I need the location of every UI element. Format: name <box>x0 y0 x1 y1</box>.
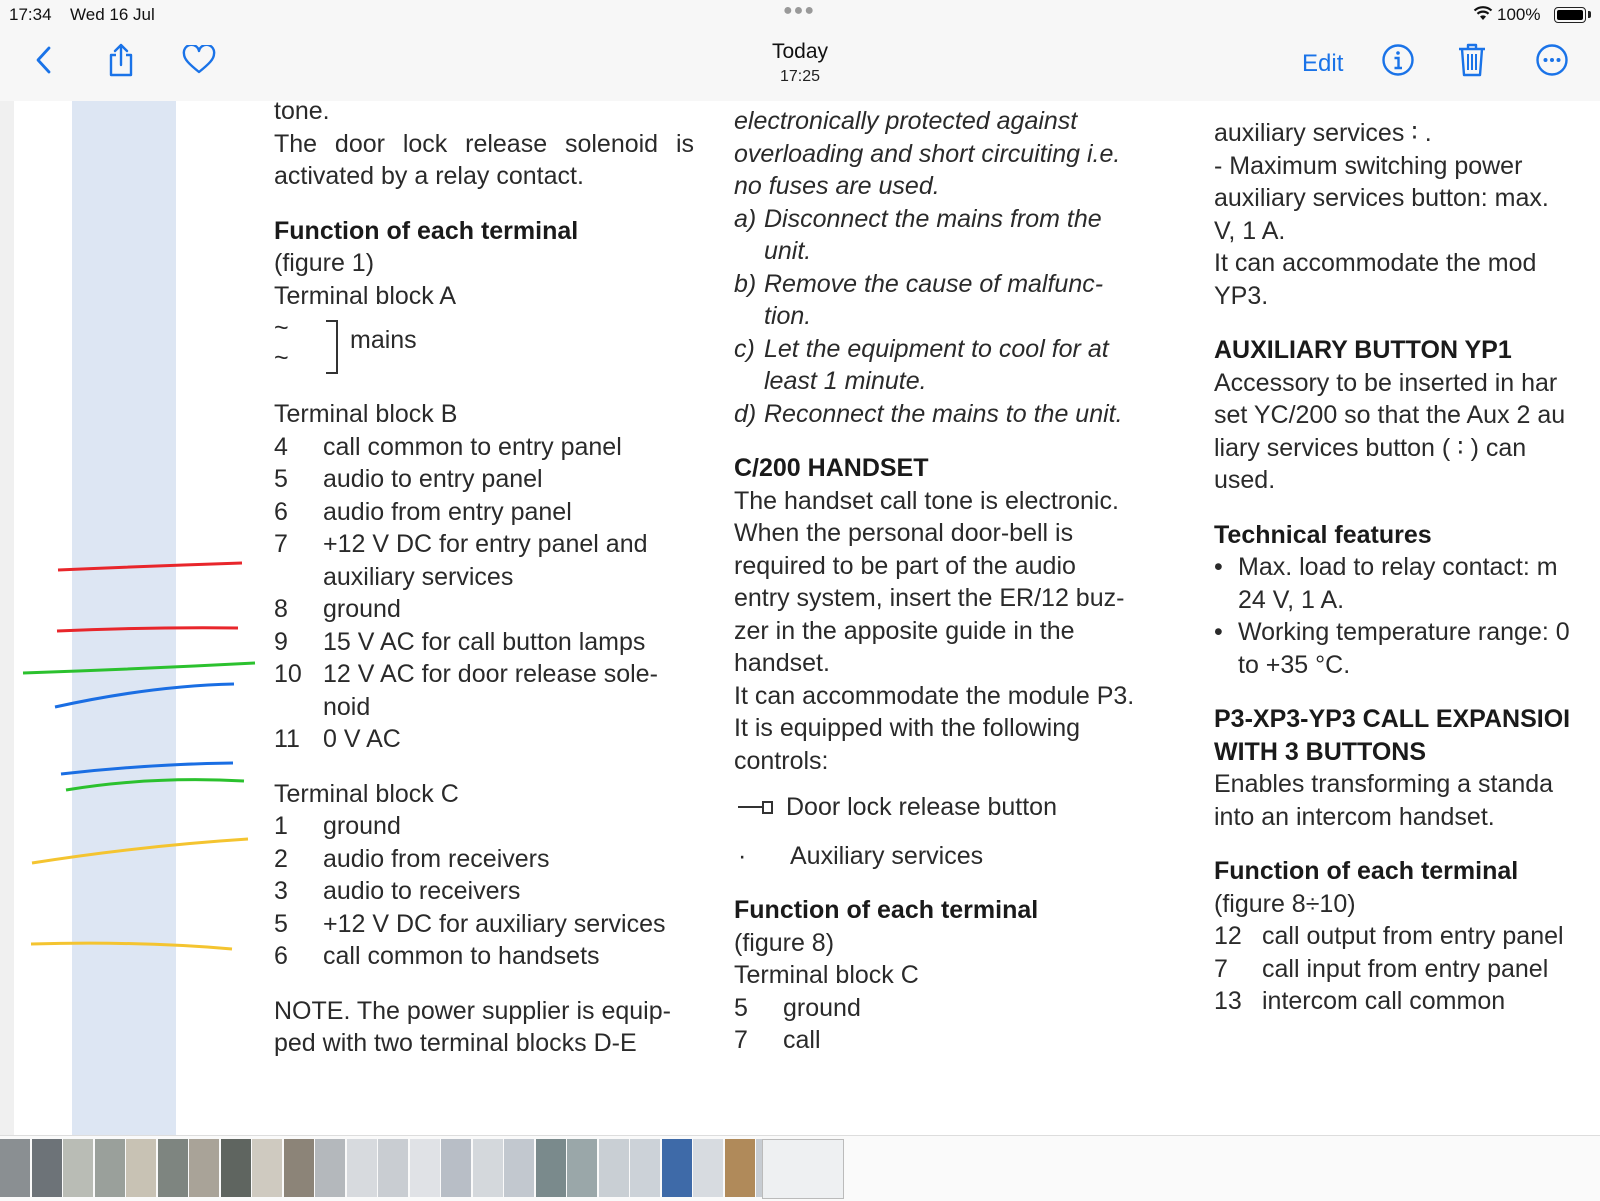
list-item <box>1214 616 1600 649</box>
mains-label: mains <box>350 326 417 354</box>
item-text: ground <box>783 993 861 1022</box>
item-number: 6 <box>274 942 288 970</box>
list-item <box>734 333 1159 366</box>
item-number: 5 <box>274 909 288 938</box>
section-heading: Function of each terminal <box>734 896 1039 924</box>
terminal-block: Terminal block C <box>734 961 919 989</box>
text-line: It can accommodate the mod <box>1214 249 1537 277</box>
list-item <box>734 398 1159 431</box>
back-button[interactable] <box>22 38 66 82</box>
photo-thumbnail[interactable] <box>63 1139 93 1197</box>
item-number: 7 <box>1214 954 1228 983</box>
item-text: 12 V AC for door release sole- <box>323 660 658 688</box>
section-heading: Function of each terminal <box>274 216 579 245</box>
section-heading: Technical features <box>1214 520 1432 549</box>
nav-subtitle: 17:25 <box>779 68 821 85</box>
text-line: no fuses are used. <box>734 172 940 200</box>
text-line: YP3. <box>1214 281 1269 310</box>
spacer <box>1214 497 1600 519</box>
step-text-cont: least 1 minute. <box>764 367 927 395</box>
section-heading: C/200 HANDSET <box>734 454 929 482</box>
info-icon <box>1381 43 1415 77</box>
section-heading: AUXILIARY BUTTON YP1 <box>1214 336 1512 364</box>
item-number: 8 <box>274 595 288 623</box>
item-number: 7 <box>734 1026 748 1054</box>
item-text: call <box>783 1026 821 1054</box>
photo-thumbnail[interactable] <box>378 1139 408 1197</box>
list-item <box>1214 551 1600 584</box>
list-item <box>274 723 694 756</box>
item-text: 15 V AC for call button lamps <box>323 627 646 656</box>
photo-toolbar <box>0 28 1600 102</box>
list-item <box>1214 953 1600 986</box>
item-text: audio to receivers <box>323 877 521 905</box>
photo-thumbnail[interactable] <box>221 1139 251 1197</box>
item-number: 9 <box>274 627 288 656</box>
text-line: V, 1 A. <box>1214 216 1286 245</box>
photo-thumbnail[interactable] <box>284 1139 314 1197</box>
list-item <box>274 626 694 659</box>
list-item <box>274 940 694 973</box>
photo-thumbnail[interactable] <box>0 1139 30 1197</box>
control-item <box>734 791 1159 824</box>
list-item <box>274 810 694 843</box>
photo-thumbnail[interactable] <box>95 1139 125 1197</box>
step-letter: c) <box>734 334 755 363</box>
item-text: noid <box>323 692 371 721</box>
bracket <box>326 320 338 374</box>
photo-thumbnail[interactable] <box>662 1139 692 1197</box>
text-line: Enables transforming a standa <box>1214 770 1554 798</box>
item-text-cont: to +35 °C. <box>1238 650 1351 679</box>
step-text-cont: tion. <box>764 302 812 330</box>
item-number: 5 <box>274 465 288 493</box>
item-number: 1 <box>274 812 288 840</box>
item-text: ground <box>323 595 401 623</box>
tilde-glyph: ~ <box>274 314 289 342</box>
control-item <box>734 840 1159 873</box>
text-line: Accessory to be inserted in har <box>1214 368 1558 397</box>
photo-thumbnail[interactable] <box>473 1139 503 1197</box>
step-text-cont: unit. <box>764 237 812 265</box>
status-date: Wed 16 Jul <box>70 5 155 24</box>
photo-thumbnail[interactable] <box>347 1139 377 1197</box>
text-line: entry system, insert the ER/12 buz- <box>734 584 1125 612</box>
item-number: 4 <box>274 432 288 461</box>
share-icon <box>105 42 137 78</box>
text-line: tone. <box>274 101 330 125</box>
figure-ref: (figure 1) <box>274 249 375 277</box>
text-column-1 <box>274 101 694 1060</box>
handdrawn-annotations <box>0 101 270 1135</box>
note-line: ped with two terminal blocks D-E <box>274 1029 637 1057</box>
list-item <box>1214 985 1600 1018</box>
photo-thumbnail[interactable] <box>504 1139 534 1197</box>
item-text: +12 V DC for entry panel and <box>323 530 648 558</box>
photo-thumbnail[interactable] <box>189 1139 219 1197</box>
more-button[interactable] <box>1530 38 1574 82</box>
list-item <box>1214 920 1600 953</box>
section-heading: P3-XP3-YP3 CALL EXPANSIOI <box>1214 705 1571 733</box>
list-item <box>274 875 694 908</box>
photo-thumbnail[interactable] <box>441 1139 471 1197</box>
item-number: 5 <box>734 993 748 1022</box>
tilde-glyph: ~ <box>274 344 289 372</box>
text-line: handset. <box>734 649 830 677</box>
spacer <box>274 376 694 398</box>
list-item <box>274 658 694 691</box>
photo-thumbnail[interactable] <box>725 1139 755 1197</box>
status-time: 17:34 <box>9 5 52 24</box>
text-line: electronically protected against <box>734 107 1078 135</box>
section-heading: WITH 3 BUTTONS <box>1214 737 1427 766</box>
list-item <box>274 691 694 724</box>
battery-tip <box>1588 11 1591 18</box>
list-item <box>274 561 694 594</box>
photo-thumbnail[interactable] <box>315 1139 345 1197</box>
list-item <box>734 203 1159 236</box>
text-line: controls: <box>734 746 829 775</box>
photo-thumbnail[interactable] <box>567 1139 597 1197</box>
status-bar <box>0 0 1600 28</box>
thumbnail-strip[interactable] <box>0 1135 1600 1201</box>
bullet-glyph: • <box>1214 618 1223 646</box>
text-line: set YC/200 so that the Aux 2 au <box>1214 401 1566 429</box>
terminal-block-c: Terminal block C <box>274 779 459 808</box>
control-label: Auxiliary services <box>790 841 984 870</box>
section-heading: Function of each terminal <box>1214 857 1519 885</box>
text-line: zer in the apposite guide in the <box>734 616 1075 645</box>
step-text: Remove the cause of malfunc- <box>764 269 1104 298</box>
list-item <box>274 593 694 626</box>
photo-thumbnail[interactable] <box>410 1139 440 1197</box>
photo-thumbnail[interactable] <box>158 1139 188 1197</box>
wifi-icon <box>1473 4 1493 22</box>
step-letter: a) <box>734 204 757 233</box>
list-item <box>274 463 694 496</box>
note-line: NOTE. The power supplier is equip- <box>274 996 671 1025</box>
spacer <box>1214 312 1600 334</box>
text-line: When the personal door-bell is <box>734 519 1074 547</box>
step-letter: d) <box>734 399 757 428</box>
mains-bracket <box>274 312 694 376</box>
photo-thumbnail[interactable] <box>252 1139 282 1197</box>
item-text: call common to handsets <box>323 942 600 970</box>
item-text: Working temperature range: 0 <box>1238 618 1570 646</box>
item-text: audio to entry panel <box>323 465 543 493</box>
item-number: 2 <box>274 844 288 873</box>
item-text: audio from receivers <box>323 844 550 873</box>
item-number: 12 <box>1214 922 1242 950</box>
item-text: ground <box>323 812 401 840</box>
text-line: into an intercom handset. <box>1214 802 1495 831</box>
photo-thumbnail[interactable] <box>693 1139 723 1197</box>
multitasking-dots-icon[interactable]: ●●● <box>783 2 815 19</box>
item-number: 6 <box>274 497 288 526</box>
info-button[interactable] <box>1376 38 1420 82</box>
item-text: Max. load to relay contact: m <box>1238 553 1558 581</box>
spacer <box>274 756 694 778</box>
step-text: Let the equipment to cool for at <box>764 334 1109 363</box>
list-item <box>734 268 1159 301</box>
favorite-button[interactable] <box>177 38 221 82</box>
text-line: overloading and short circuiting i.e. <box>734 139 1121 168</box>
item-number: 13 <box>1214 987 1242 1015</box>
photo-thumbnail[interactable] <box>599 1139 629 1197</box>
text-line: It can accommodate the module P3. <box>734 681 1135 710</box>
list-item <box>274 528 694 561</box>
terminal-block-a: Terminal block A <box>274 281 457 310</box>
control-label: Door lock release button <box>786 793 1057 821</box>
text-line: It is equipped with the following <box>734 714 1081 742</box>
item-text: call input from entry panel <box>1262 954 1549 983</box>
item-text: call output from entry panel <box>1262 922 1564 950</box>
item-number: 7 <box>274 530 288 558</box>
text-line: used. <box>1214 466 1276 494</box>
item-number: 10 <box>274 660 302 688</box>
item-number: 11 <box>274 725 300 753</box>
spacer <box>734 777 1159 791</box>
step-text: Disconnect the mains from the <box>764 204 1102 233</box>
text-column-3 <box>1214 117 1600 1018</box>
battery-icon <box>1554 7 1586 23</box>
photo-thumbnail[interactable] <box>536 1139 566 1197</box>
spacer <box>1214 681 1600 703</box>
text-line: The door lock release solenoid is <box>274 129 694 158</box>
spacer <box>734 872 1159 894</box>
item-text-cont: 24 V, 1 A. <box>1238 585 1345 614</box>
door-lock-key-icon <box>734 791 786 824</box>
text-line: auxiliary services ∶ . <box>1214 119 1432 147</box>
share-button[interactable] <box>99 38 143 82</box>
item-text: call common to entry panel <box>323 432 622 461</box>
step-letter: b) <box>734 269 757 298</box>
trash-icon <box>1457 42 1487 78</box>
nav-title: Today <box>771 40 829 63</box>
photo-thumbnail[interactable] <box>126 1139 156 1197</box>
edit-button[interactable]: Edit <box>1302 50 1344 77</box>
list-item <box>274 431 694 464</box>
more-icon <box>1535 43 1569 77</box>
list-item <box>274 908 694 941</box>
battery-percent: 100% <box>1497 5 1541 24</box>
list-item <box>734 1024 1159 1057</box>
step-text: Reconnect the mains to the unit. <box>764 399 1123 428</box>
figure-ref: (figure 8) <box>734 928 835 957</box>
heart-icon <box>182 45 216 75</box>
item-text: 0 V AC <box>323 725 401 753</box>
list-item <box>734 992 1159 1025</box>
text-line: liary services button ( ∶ ) can <box>1214 433 1527 462</box>
item-number: 3 <box>274 877 288 905</box>
item-text: +12 V DC for auxiliary services <box>323 909 666 938</box>
figure-ref: (figure 8÷10) <box>1214 889 1356 918</box>
photo-thumbnail[interactable] <box>630 1139 660 1197</box>
spacer <box>734 824 1159 840</box>
text-line: - Maximum switching power <box>1214 151 1523 180</box>
text-line: The handset call tone is electronic. <box>734 486 1119 515</box>
spacer <box>734 430 1159 452</box>
current-photo-thumbnail[interactable] <box>762 1139 844 1199</box>
spacer <box>1214 833 1600 855</box>
item-number <box>274 691 323 724</box>
text-line: auxiliary services button: max. <box>1214 184 1549 212</box>
spacer <box>274 973 694 995</box>
text-line: activated by a relay contact. <box>274 162 584 190</box>
aux-dot-icon: · <box>738 841 747 870</box>
photo-view[interactable] <box>0 101 1600 1135</box>
text-column-2 <box>734 105 1159 1057</box>
item-text: auxiliary services <box>323 562 514 591</box>
item-number <box>274 561 323 594</box>
text-line: required to be part of the audio <box>734 551 1076 580</box>
delete-button[interactable] <box>1450 38 1494 82</box>
terminal-block-b: Terminal block B <box>274 400 458 428</box>
spacer <box>274 193 694 215</box>
bullet-glyph: • <box>1214 553 1223 581</box>
chevron-left-icon <box>33 45 55 75</box>
photo-thumbnail[interactable] <box>32 1139 62 1197</box>
item-text: intercom call common <box>1262 987 1506 1015</box>
list-item <box>274 496 694 529</box>
list-item <box>274 843 694 876</box>
item-text: audio from entry panel <box>323 497 572 526</box>
